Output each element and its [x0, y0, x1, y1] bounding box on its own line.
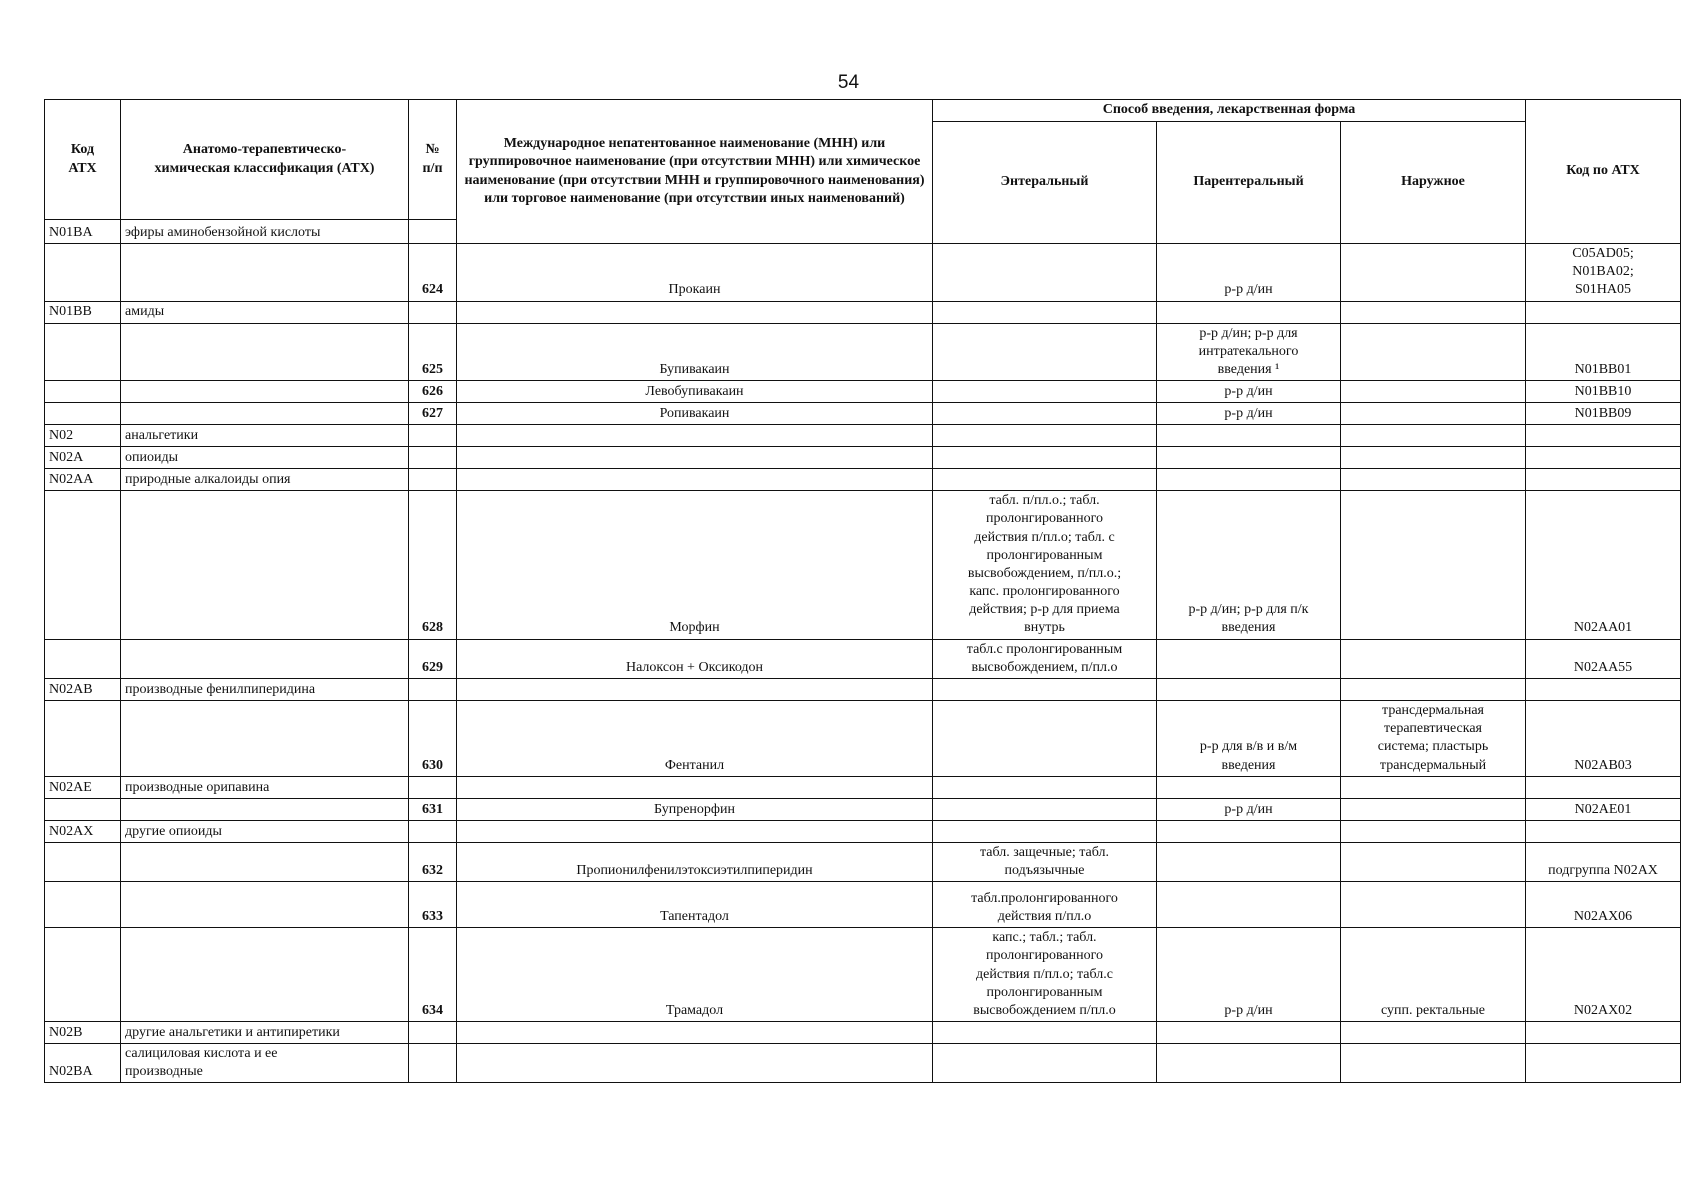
empty-cell: [121, 403, 409, 425]
header-external: Наружное: [1341, 122, 1526, 244]
table-row: [45, 928, 1681, 1022]
empty-cell: [1526, 820, 1681, 842]
empty-cell: [409, 1044, 457, 1083]
empty-cell: [121, 381, 409, 403]
item-number: 630: [409, 701, 457, 777]
empty-cell: [409, 776, 457, 798]
empty-cell: [933, 1022, 1157, 1044]
drug-name: Пропионилфенилэтоксиэтилпиперидин: [457, 842, 933, 881]
empty-cell: [933, 469, 1157, 491]
group-name: эфиры аминобензойной кислоты: [121, 220, 409, 244]
enteral-form: табл.пролонгированного действия п/пл.о: [933, 882, 1157, 928]
empty-cell: [1526, 447, 1681, 469]
header-num: № п/п: [409, 100, 457, 220]
item-number: 633: [409, 882, 457, 928]
empty-cell: [1157, 1044, 1341, 1083]
empty-cell: [1526, 1022, 1681, 1044]
group-name: производные фенилпиперидина: [121, 679, 409, 701]
empty-cell: [121, 244, 409, 302]
drug-name: Трамадол: [457, 928, 933, 1022]
empty-cell: [409, 447, 457, 469]
parenteral-form: р-р д/ин: [1157, 928, 1341, 1022]
empty-cell: [1157, 469, 1341, 491]
item-number: 625: [409, 323, 457, 381]
group-row: [45, 679, 1681, 701]
empty-cell: [45, 381, 121, 403]
parenteral-form: р-р д/ин: [1157, 381, 1341, 403]
empty-cell: [121, 639, 409, 678]
empty-cell: [121, 798, 409, 820]
empty-cell: [1341, 1044, 1526, 1083]
item-number: 626: [409, 381, 457, 403]
item-number: 634: [409, 928, 457, 1022]
group-code: N02AB: [45, 679, 121, 701]
table-row: [45, 381, 1681, 403]
group-name: анальгетики: [121, 425, 409, 447]
header-code: Код по АТХ: [1526, 100, 1681, 244]
parenteral-form: [1157, 882, 1341, 928]
empty-cell: [1526, 469, 1681, 491]
enteral-form: [933, 701, 1157, 777]
empty-cell: [45, 491, 121, 640]
external-form: [1341, 244, 1526, 302]
drug-name: Морфин: [457, 491, 933, 640]
external-form: супп. ректальные: [1341, 928, 1526, 1022]
group-name: амиды: [121, 301, 409, 323]
empty-cell: [1157, 679, 1341, 701]
enteral-form: [933, 244, 1157, 302]
empty-cell: [45, 701, 121, 777]
empty-cell: [409, 469, 457, 491]
enteral-form: [933, 403, 1157, 425]
empty-cell: [45, 842, 121, 881]
empty-cell: [409, 679, 457, 701]
empty-cell: [121, 928, 409, 1022]
atx-code: N02AE01: [1526, 798, 1681, 820]
empty-cell: [121, 323, 409, 381]
empty-cell: [45, 798, 121, 820]
parenteral-form: р-р д/ин: [1157, 403, 1341, 425]
empty-cell: [1341, 425, 1526, 447]
table-row: [45, 882, 1681, 928]
group-row: [45, 776, 1681, 798]
header-atx-class: Анатомо-терапевтическо- химическая классификация (АТХ): [121, 100, 409, 220]
external-form: [1341, 639, 1526, 678]
atx-code: C05AD05; N01BA02; S01HA05: [1526, 244, 1681, 302]
empty-cell: [1341, 447, 1526, 469]
item-number: 631: [409, 798, 457, 820]
enteral-form: табл.с пролонгированным высвобождением, п/пл.о: [933, 639, 1157, 678]
header-enteral: Энтеральный: [933, 122, 1157, 244]
empty-cell: [1157, 820, 1341, 842]
empty-cell: [933, 679, 1157, 701]
empty-cell: [457, 469, 933, 491]
group-code: N02AX: [45, 820, 121, 842]
item-number: 629: [409, 639, 457, 678]
external-form: [1341, 798, 1526, 820]
empty-cell: [457, 679, 933, 701]
item-number: 624: [409, 244, 457, 302]
parenteral-form: р-р д/ин: [1157, 244, 1341, 302]
empty-cell: [1157, 776, 1341, 798]
empty-cell: [45, 639, 121, 678]
empty-cell: [457, 447, 933, 469]
group-row: [45, 425, 1681, 447]
empty-cell: [457, 776, 933, 798]
enteral-form: [933, 381, 1157, 403]
group-row: [45, 1022, 1681, 1044]
empty-cell: [457, 1022, 933, 1044]
table-row: [45, 701, 1681, 777]
table-row: [45, 842, 1681, 881]
atx-code: N02AB03: [1526, 701, 1681, 777]
table-row: [45, 244, 1681, 302]
empty-cell: [1341, 1022, 1526, 1044]
group-code: N02AA: [45, 469, 121, 491]
empty-cell: [45, 403, 121, 425]
empty-cell: [457, 425, 933, 447]
atx-code: N01BB01: [1526, 323, 1681, 381]
group-name: салициловая кислота и ее производные: [121, 1044, 409, 1083]
empty-cell: [1157, 301, 1341, 323]
group-row: [45, 469, 1681, 491]
empty-cell: [121, 701, 409, 777]
header-atx-code: Код АТХ: [45, 100, 121, 220]
group-code: N02BA: [45, 1044, 121, 1083]
parenteral-form: р-р для в/в и в/м введения: [1157, 701, 1341, 777]
group-row: [45, 447, 1681, 469]
header-name: Международное непатентованное наименование (МНН) или группировочное наименование (при отсутствии МНН) или химическое наименование (при отсутствии МНН и группировочного наименования) или торговое наименование (при отсутствии иных наименований): [457, 100, 933, 244]
enteral-form: [933, 323, 1157, 381]
drug-name: Бупренорфин: [457, 798, 933, 820]
empty-cell: [1526, 301, 1681, 323]
external-form: [1341, 842, 1526, 881]
group-code: N02A: [45, 447, 121, 469]
enteral-form: [933, 798, 1157, 820]
parenteral-form: [1157, 842, 1341, 881]
atx-code: подгруппа N02AX: [1526, 842, 1681, 881]
empty-cell: [933, 425, 1157, 447]
drug-name: Прокаин: [457, 244, 933, 302]
empty-cell: [1341, 301, 1526, 323]
header-parenteral: Парентеральный: [1157, 122, 1341, 244]
group-name: другие анальгетики и антипиретики: [121, 1022, 409, 1044]
empty-cell: [457, 820, 933, 842]
table-body: [45, 244, 1681, 1083]
empty-cell: [457, 1044, 933, 1083]
empty-cell: [1341, 820, 1526, 842]
item-number: 628: [409, 491, 457, 640]
header-route: Способ введения, лекарственная форма: [933, 100, 1526, 122]
atx-code: N01BB10: [1526, 381, 1681, 403]
empty-cell: [1157, 425, 1341, 447]
group-row: [45, 1044, 1681, 1083]
empty-cell: [45, 323, 121, 381]
external-form: [1341, 323, 1526, 381]
empty-cell: [1526, 776, 1681, 798]
external-form: [1341, 882, 1526, 928]
empty-cell: [121, 842, 409, 881]
empty-cell: [933, 447, 1157, 469]
external-form: трансдермальная терапевтическая система; пластырь трансдермальный: [1341, 701, 1526, 777]
drug-name: Тапентадол: [457, 882, 933, 928]
atx-code: N02AX02: [1526, 928, 1681, 1022]
group-name: производные орипавина: [121, 776, 409, 798]
table-row: [45, 403, 1681, 425]
empty-cell: [933, 820, 1157, 842]
drug-name: Бупивакаин: [457, 323, 933, 381]
group-code: N01BB: [45, 301, 121, 323]
group-name: природные алкалоиды опия: [121, 469, 409, 491]
empty-cell: [409, 425, 457, 447]
atx-code: N02AA01: [1526, 491, 1681, 640]
empty-cell: [1526, 679, 1681, 701]
empty-cell: [121, 882, 409, 928]
group-code: N02AE: [45, 776, 121, 798]
group-code: N02: [45, 425, 121, 447]
enteral-form: табл. защечные; табл. подъязычные: [933, 842, 1157, 881]
table-row: [45, 639, 1681, 678]
external-form: [1341, 381, 1526, 403]
empty-cell: [1341, 776, 1526, 798]
empty-cell: [1526, 1044, 1681, 1083]
enteral-form: табл. п/пл.о.; табл. пролонгированного действия п/пл.о; табл. с пролонгированным высвобождением, п/пл.о.; капс. пролонгированного действия; р-р для приема внутрь: [933, 491, 1157, 640]
table-row: [45, 798, 1681, 820]
external-form: [1341, 403, 1526, 425]
empty-cell: [45, 882, 121, 928]
parenteral-form: [1157, 639, 1341, 678]
empty-cell: [1341, 679, 1526, 701]
group-name: опиоиды: [121, 447, 409, 469]
parenteral-form: р-р д/ин: [1157, 798, 1341, 820]
empty-cell: [933, 301, 1157, 323]
drug-name: Фентанил: [457, 701, 933, 777]
atx-code: N02AA55: [1526, 639, 1681, 678]
empty-cell: [933, 1044, 1157, 1083]
group-name: другие опиоиды: [121, 820, 409, 842]
empty-cell: [409, 220, 457, 244]
empty-cell: [409, 1022, 457, 1044]
group-row: [45, 820, 1681, 842]
item-number: 632: [409, 842, 457, 881]
drug-name: Левобупивакаин: [457, 381, 933, 403]
empty-cell: [933, 776, 1157, 798]
external-form: [1341, 491, 1526, 640]
parenteral-form: р-р д/ин; р-р для п/к введения: [1157, 491, 1341, 640]
table-row: [45, 491, 1681, 640]
group-row: [45, 301, 1681, 323]
parenteral-form: р-р д/ин; р-р для интратекального введения ¹: [1157, 323, 1341, 381]
empty-cell: [457, 301, 933, 323]
page-number: 54: [837, 72, 860, 93]
empty-cell: [1526, 425, 1681, 447]
empty-cell: [1157, 447, 1341, 469]
atx-table: [44, 99, 1681, 1083]
group-code: N02B: [45, 1022, 121, 1044]
atx-code: N01BB09: [1526, 403, 1681, 425]
atx-code: N02AX06: [1526, 882, 1681, 928]
group-code: N01BA: [45, 220, 121, 244]
empty-cell: [45, 244, 121, 302]
table-row: [45, 323, 1681, 381]
item-number: 627: [409, 403, 457, 425]
empty-cell: [1341, 469, 1526, 491]
drug-name: Ропивакаин: [457, 403, 933, 425]
empty-cell: [409, 820, 457, 842]
enteral-form: капс.; табл.; табл. пролонгированного действия п/пл.о; табл.с пролонгированным высвобождением п/пл.о: [933, 928, 1157, 1022]
empty-cell: [45, 928, 121, 1022]
drug-name: Налоксон + Оксикодон: [457, 639, 933, 678]
empty-cell: [1157, 1022, 1341, 1044]
empty-cell: [121, 491, 409, 640]
empty-cell: [409, 301, 457, 323]
